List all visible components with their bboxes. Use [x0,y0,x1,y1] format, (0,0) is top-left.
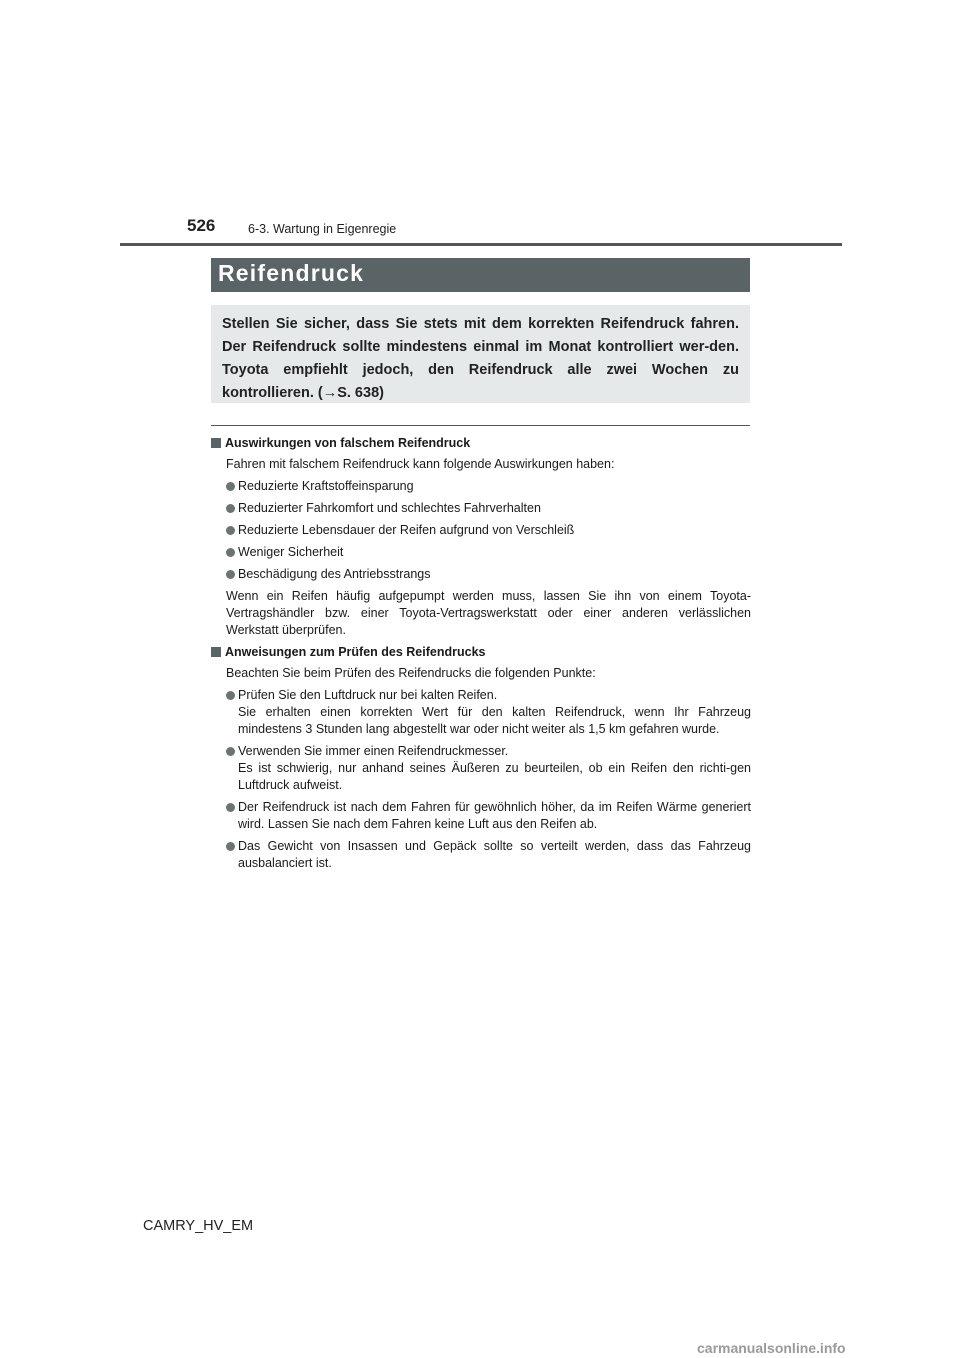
section-heading-text: Anweisungen zum Prüfen des Reifendrucks [225,645,486,659]
list-item [226,544,751,561]
section-label: 6-3. Wartung in Eigenregie [248,222,397,236]
list-item-text: Beschädigung des Antriebsstrangs [238,567,431,581]
list-item [226,687,751,738]
circle-bullet-icon [226,504,235,513]
summary-text: Stellen Sie sicher, dass Sie stets mit dem korrekten Reifendruck fahren. Der Reifendruck sollte mindestens einmal im Monat kontrolliert wer-den. Toyota empfiehlt jedoch, den Reifendruck alle zwei Wochen zu kontrollieren. (→S. 638) [222,316,739,401]
section-heading [211,644,751,661]
circle-bullet-icon [226,570,235,579]
list-item-text: Reduzierte Kraftstoffeinsparung [238,479,414,493]
circle-bullet-icon [226,482,235,491]
list-item [226,500,751,517]
list-item-text: Weniger Sicherheit [238,545,344,559]
header-divider [120,243,842,246]
section-divider [211,425,750,426]
circle-bullet-icon [226,548,235,557]
list-item-text: Verwenden Sie immer einen Reifendruckmesser. [238,744,509,758]
list-item [226,743,751,794]
page-title: Reifendruck [218,260,365,286]
main-content [211,435,751,877]
circle-bullet-icon [226,803,235,812]
section-intro: Fahren mit falschem Reifendruck kann folgende Auswirkungen haben: [226,457,615,471]
list-item [226,799,751,833]
document-code: CAMRY_HV_EM [143,1218,254,1234]
section-note: Wenn ein Reifen häufig aufgepumpt werden muss, lassen Sie ihn von einem Toyota-Vertragshändler bzw. einer Toyota-Vertragswerkstatt oder einer anderen verlässlichen Werkstatt überprüfen. [226,589,751,637]
list-item [226,838,751,872]
square-bullet-icon [211,438,221,448]
list-item [226,566,751,583]
page-title-bar [211,258,750,292]
summary-box [211,305,750,403]
section-heading [211,435,751,452]
list-item-text: Reduzierte Lebensdauer der Reifen aufgrund von Verschleiß [238,523,575,537]
circle-bullet-icon [226,691,235,700]
list-item-text: Der Reifendruck ist nach dem Fahren für gewöhnlich höher, da im Reifen Wärme generiert wird. Lassen Sie nach dem Fahren keine Luft aus den Reifen ab. [238,800,751,831]
list-item [226,478,751,495]
page-number: 526 [187,216,216,235]
list-item-text: Das Gewicht von Insassen und Gepäck sollte so verteilt werden, dass das Fahrzeug ausbalanciert ist. [238,839,751,870]
section-intro: Beachten Sie beim Prüfen des Reifendrucks die folgenden Punkte: [226,666,596,680]
list-item-detail: Sie erhalten einen korrekten Wert für den kalten Reifendruck, wenn Ihr Fahrzeug mindestens 3 Stunden lang abgestellt war oder nicht weiter als 1,5 km gefahren wurde. [238,705,751,736]
list-item-text: Prüfen Sie den Luftdruck nur bei kalten Reifen. [238,688,498,702]
list-item [226,522,751,539]
section-heading-text: Auswirkungen von falschem Reifendruck [225,436,471,450]
circle-bullet-icon [226,526,235,535]
list-item-detail: Es ist schwierig, nur anhand seines Äußeren zu beurteilen, ob ein Reifen den richti-gen Luftdruck aufweist. [238,761,751,792]
circle-bullet-icon [226,842,235,851]
circle-bullet-icon [226,747,235,756]
square-bullet-icon [211,647,221,657]
watermark: carmanualsonline.info [697,1340,846,1356]
list-item-text: Reduzierter Fahrkomfort und schlechtes Fahrverhalten [238,501,541,515]
